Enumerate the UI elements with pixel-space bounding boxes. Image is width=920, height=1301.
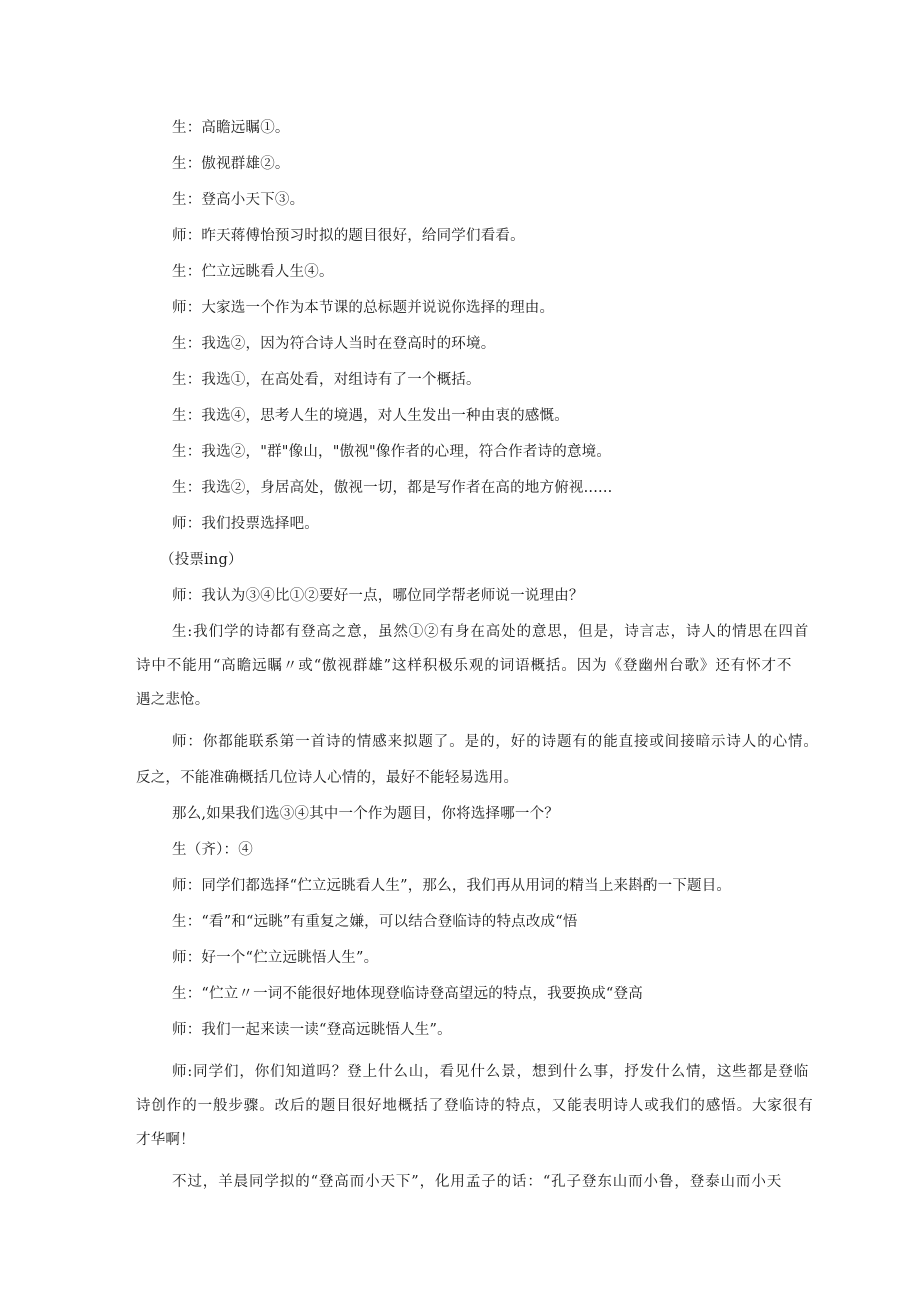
dialogue-line: 生：我选②，"群"像山，"傲视"像作者的心理，符合作者诗的意境。 (172, 444, 612, 460)
paragraph-line: 师:同学们，你们知道吗？登上什么山，看见什么景，想到什么事，抒发什么情，这些都是登临 (172, 1064, 810, 1080)
dialogue-line: 师：同学们都选择“伫立远眺看人生”，那么，我们再从用词的精当上来斟酌一下题目。 (172, 878, 732, 894)
paragraph-line: 诗创作的一般步骤。改后的题目很好地概括了登临诗的特点，又能表明诗人或我们的感悟。大家很有 (136, 1098, 814, 1114)
dialogue-line: 师：我们一起来读一读“登高远眺悟人生”。 (172, 1022, 452, 1038)
dialogue-line: 生：“看”和“远眺”有重复之嫌，可以结合登临诗的特点改成“悟 (172, 914, 578, 930)
dialogue-line: 生：我选②，身居高处，傲视一切，都是写作者在高的地方俯视...... (172, 480, 613, 496)
paragraph-line: 诗中不能用“高瞻远瞩〃或“傲视群雄”这样积极乐观的词语概括。因为《登幽州台歌》还有怀才不 (136, 658, 793, 674)
dialogue-line: 师：好一个“伫立远眺悟人生”。 (172, 950, 379, 966)
dialogue-line: 生（齐）：④ (172, 842, 253, 858)
paragraph-line: 不过，羊晨同学拟的“登高而小天下”，化用孟子的话：“孔子登东山而小鲁，登泰山而小天 (172, 1174, 783, 1190)
dialogue-line: 师：大家选一个作为本节课的总标题并说说你选择的理由。 (172, 300, 555, 316)
paragraph-line: 才华啊！ (136, 1132, 195, 1148)
paragraph-line: 那么,如果我们选③④其中一个作为题目，你将选择哪一个？ (172, 806, 560, 822)
dialogue-line: 生：伫立远眺看人生④。 (172, 264, 334, 280)
paragraph-line: 遇之悲怆。 (136, 692, 210, 708)
paragraph-line: 反之，不能准确概括几位诗人心情的，最好不能轻易选用。 (136, 770, 519, 786)
paragraph-line: 师：你都能联系第一首诗的情感来拟题了。是的，好的诗题有的能直接或间接暗示诗人的心情。 (172, 734, 819, 750)
dialogue-line: 师：我们投票选择吧。 (172, 516, 319, 532)
dialogue-line: 生：我选④，思考人生的境遇，对人生发出一种由衷的感慨。 (172, 408, 569, 424)
dialogue-line: 师：昨天蒋傅怡预习时拟的题目很好，给同学们看看。 (172, 228, 525, 244)
stage-note: （投票ing） (160, 552, 243, 568)
dialogue-line: 生：高瞻远瞩①。 (172, 120, 290, 136)
dialogue-line: 生：我选②，因为符合诗人当时在登高时的环境。 (172, 336, 496, 352)
dialogue-line: 生：登高小天下③。 (172, 192, 305, 208)
dialogue-line: 生：傲视群雄②。 (172, 156, 290, 172)
paragraph-line: 生:我们学的诗都有登高之意，虽然①②有身在高处的意思，但是，诗言志，诗人的情思在四首 (172, 624, 810, 640)
dialogue-line: 生：我选①，在高处看，对组诗有了一个概括。 (172, 372, 481, 388)
dialogue-line: 师：我认为③④比①②要好一点，哪位同学帮老师说一说理由？ (172, 588, 584, 604)
dialogue-line: 生：“伫立〃一词不能很好地体现登临诗登高望远的特点，我要换成“登高 (172, 986, 643, 1002)
